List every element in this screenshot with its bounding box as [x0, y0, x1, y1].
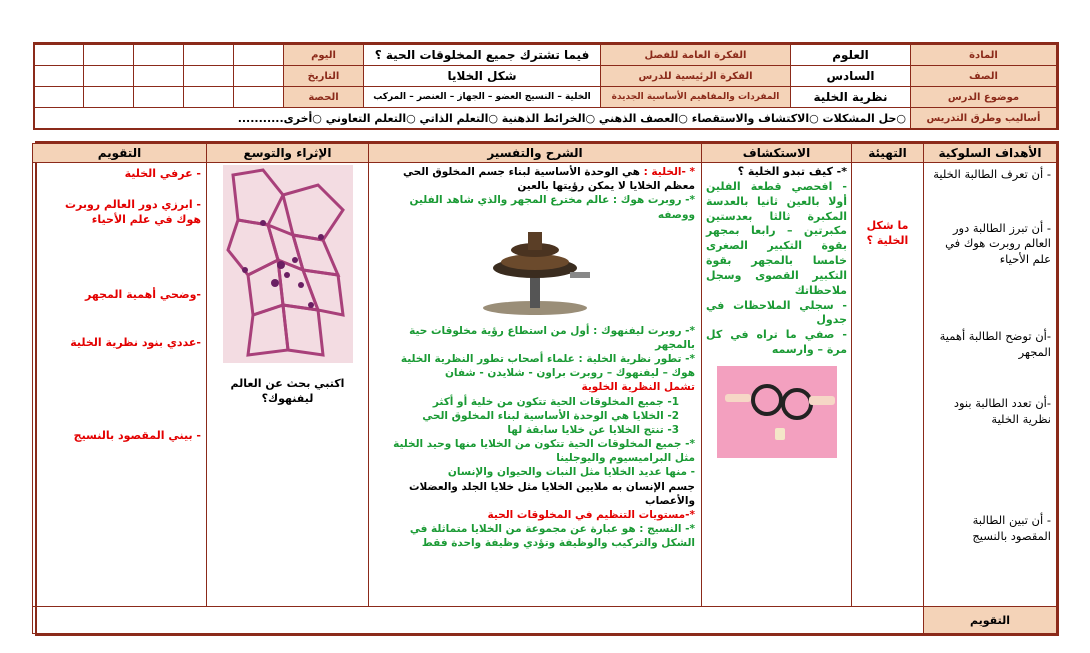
period-cell-4	[84, 87, 134, 108]
date-cell-1	[234, 66, 284, 87]
microscope-photo	[470, 228, 600, 320]
day-cell-2	[184, 45, 234, 66]
cell-definition-text: هي الوحدة الأساسية لبناء جسم المخلوق الحي معظم الخلايا لا يمكن رؤيتها بالعين	[403, 166, 695, 193]
period-label: الحصة	[284, 87, 364, 108]
day-cell-4	[84, 45, 134, 66]
period-cell-2	[184, 87, 234, 108]
evolution-text: *- تطور نظرية الخلية : علماء أصحاب تطور النظرية الخلية هوك – ليفنهوك – روبرت براون - شلايدن - شفان	[400, 353, 695, 380]
day-cell-5	[35, 45, 84, 66]
theory-title: تشمل النظرية الخلوية	[581, 381, 695, 394]
col-evaluation: التقويم	[33, 144, 207, 163]
period-cell-5	[35, 87, 84, 108]
footer-evaluation-label: التقويم	[924, 607, 1057, 634]
header-table	[33, 42, 1059, 130]
levels-title: *-مستويات التنظيم في المخلوقات الحية	[487, 508, 695, 521]
general-idea-value: فيما تشترك جميع المخلوقات الحية ؟	[364, 45, 601, 66]
evaluation-4: -عددي بنود نظرية الخلية	[70, 336, 201, 350]
subject-value: العلوم	[791, 45, 911, 66]
topic-label: موضوع الدرس	[911, 87, 1057, 108]
multi-cell-text: - منها عديد الخلايا مثل النبات والحيوان والإنسان	[447, 466, 695, 479]
explore-step-1: - افحصي قطعة الفلين أولا بالعين ثانيا بالعدسة المكبرة ثالثا بعدستين مكبرتين – رابعا بمجهر بقوة التكبير الصغرى خامسا بالمجهر بقوة التكبير القصوى وسجل ملاحظاتك	[706, 179, 847, 297]
evaluation-3: -وضحي أهمية المجهر	[85, 287, 201, 301]
warmup-cell	[852, 163, 924, 607]
topic-value: نظرية الخلية	[791, 87, 911, 108]
date-cell-5	[35, 66, 84, 87]
general-idea-label: الفكرة العامة للفصل	[601, 45, 791, 66]
enrich-task: اكتبي بحث عن العالم ليفنهوك؟	[230, 377, 345, 405]
theory-item-2: 2- الخلايا هي الوحدة الأساسية لبناء المخلوق الحي	[422, 409, 679, 422]
date-cell-2	[184, 66, 234, 87]
date-cell-4	[84, 66, 134, 87]
explore-step-3: - صفي ما تراه في كل مرة – وارسمه	[706, 328, 847, 357]
objectives-cell	[924, 163, 1057, 607]
magnifier-photo	[717, 366, 837, 458]
date-cell-3	[134, 66, 184, 87]
magnifier-illustration	[717, 366, 837, 458]
evaluation-2: - ابرزي دور العالم روبرت هوك في علم الأحياء	[64, 197, 201, 226]
evaluation-1: - عرفي الخلية	[124, 167, 201, 180]
day-label: اليوم	[284, 45, 364, 66]
grade-value: السادس	[791, 66, 911, 87]
explore-step-2: - سجلي الملاحظات في جدول	[706, 298, 847, 327]
evaluation-cell	[33, 163, 207, 607]
day-cell-1	[234, 45, 284, 66]
objective-5: - أن تبين الطالبة المقصود بالنسيج	[972, 513, 1051, 543]
vocab-label: المفردات والمفاهيم الأساسية الجديدة	[601, 87, 791, 108]
explain-cell	[369, 163, 702, 607]
main-idea-value: شكل الخلايا	[364, 66, 601, 87]
enrich-cell	[207, 163, 369, 607]
vocab-value: الخلية – النسيج العضو – الجهاز – العنصر – المركب	[364, 87, 601, 108]
explore-cell	[702, 163, 852, 607]
col-warmup: التهيئة	[852, 144, 924, 163]
col-enrich: الإثراء والتوسع	[207, 144, 369, 163]
explore-q: *- كيف تبدو الخلية ؟	[737, 165, 847, 178]
evaluation-5: - بيني المقصود بالنسيج	[73, 429, 201, 443]
microscope-illustration	[470, 228, 600, 320]
theory-item-3: 3- تنتج الخلايا عن خلايا سابقة لها	[507, 423, 679, 436]
period-cell-3	[134, 87, 184, 108]
single-cell-text: *- جميع المخلوقات الحية تتكون من الخلايا منها وحيد الخلية مثل البراميسيوم واليوجلينا	[393, 438, 695, 465]
objective-1: - أن تعرف الطالبة الخلية	[933, 167, 1051, 181]
subject-label: المادة	[911, 45, 1057, 66]
tissue-micrograph-illustration	[223, 165, 353, 363]
objective-4: -أن تعدد الطالبة بنود نظرية الخلية	[953, 396, 1051, 426]
objective-2: - أن تبرز الطالبة دور العالم روبرت هوك في علم الأحياء	[945, 220, 1051, 266]
period-cell-1	[234, 87, 284, 108]
footer-evaluation-space	[33, 607, 924, 634]
cell-definition	[375, 165, 695, 193]
theory-item-1: 1- جميع المخلوقات الحية تتكون من خلية أو أكثر	[432, 395, 679, 408]
main-idea-label: الفكرة الرئيسية للدرس	[601, 66, 791, 87]
tissue-text: *- النسيج : هو عبارة عن مجموعة من الخلايا متماثلة في الشكل والتركيب والوظيفة وتؤدي وظيفة واحدة فقط	[409, 523, 695, 550]
methods-label: أساليب وطرق التدريس	[911, 108, 1057, 129]
col-explain: الشرح والتفسير	[369, 144, 702, 163]
objective-3: -أن توضح الطالبة أهمية المجهر	[939, 329, 1051, 359]
leeuwenhoek-text: *- روبرت ليفنهوك : أول من استطاع رؤية مخلوقات حية بالمجهر	[409, 324, 695, 351]
grade-label: الصف	[911, 66, 1057, 87]
cell-definition-title: * -الخلية :	[639, 166, 695, 178]
tissue-micrograph	[223, 165, 353, 363]
methods-value: ○حل المشكلات ○الاكتشاف والاستقصاء ○العصف الذهني ○الخرائط الذهنية ○التعلم الذاتي ○التعلم التعاوني ○أخرى...........	[35, 108, 911, 129]
lesson-table	[35, 141, 1059, 636]
col-objectives: الأهداف السلوكية	[924, 144, 1057, 163]
day-cell-3	[134, 45, 184, 66]
warmup-question: ما شكل الخلية ؟	[866, 219, 909, 247]
date-label: التاريخ	[284, 66, 364, 87]
human-cells-text: جسم الإنسان به ملايين الخلايا مثل خلايا الجلد والعضلات والأعصاب	[408, 480, 695, 507]
hooke-text: *- روبرت هوك : عالم مخترع المجهر والذي شاهد الفلين ووصفه	[409, 194, 695, 221]
col-explore: الاستكشاف	[702, 144, 852, 163]
